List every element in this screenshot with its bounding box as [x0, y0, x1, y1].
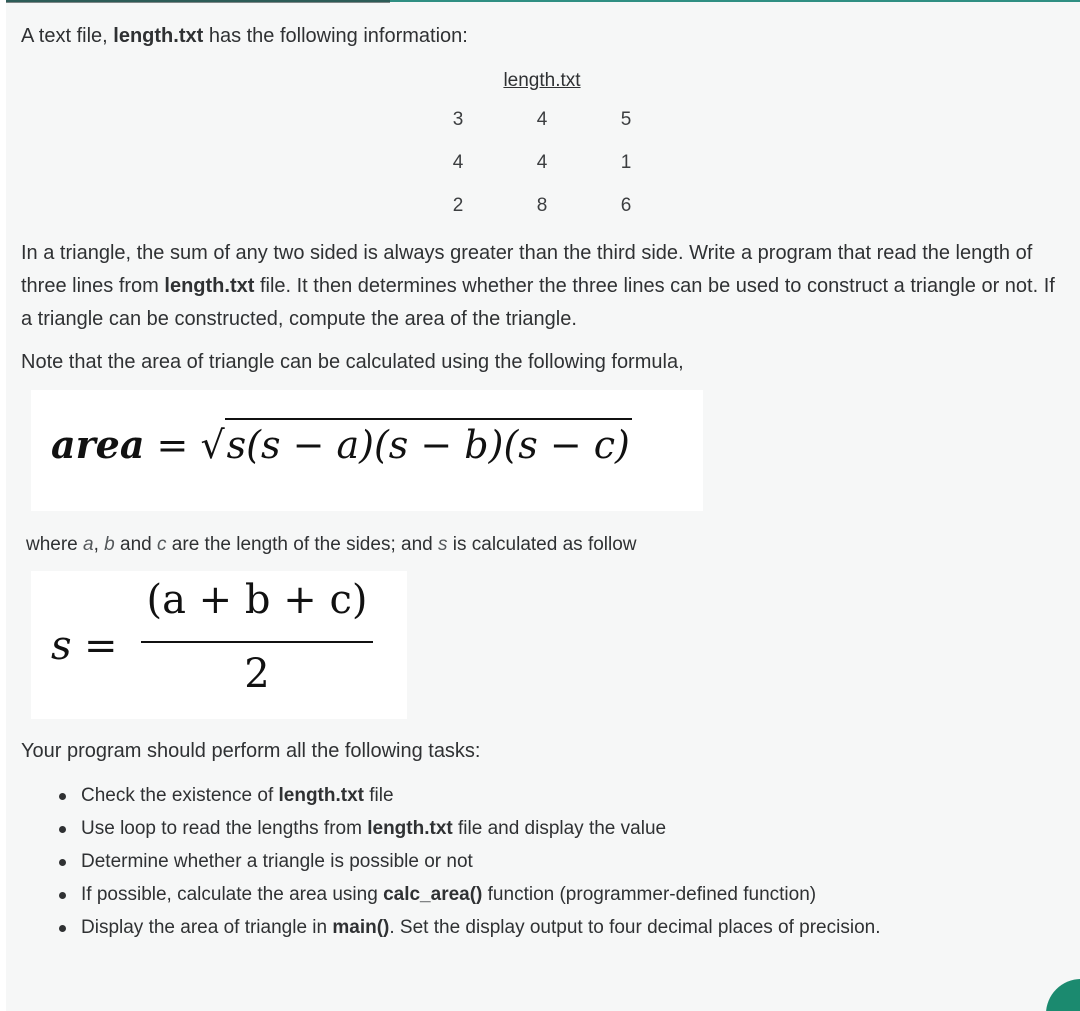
- table-cell: 5: [620, 108, 632, 130]
- table-title: length.txt: [503, 70, 581, 91]
- area-formula-image: [31, 390, 703, 511]
- table-row: [416, 184, 668, 227]
- table-cell: 4: [536, 151, 548, 173]
- table-cell: 8: [536, 194, 548, 216]
- bullet-icon: [59, 826, 66, 833]
- formula-note: Note that the area of triangle can be calculated using the following formula,: [21, 351, 684, 373]
- s-formula-denominator: 2: [244, 651, 270, 697]
- list-item: If possible, calculate the area using calc_area() function (programmer-defined function): [56, 879, 880, 912]
- table-row: [416, 141, 668, 184]
- area-formula-radicand: s(s − a)(s − b)(s − c): [225, 418, 632, 470]
- s-formula-equals: =: [84, 623, 118, 669]
- table-cell: 2: [452, 194, 464, 216]
- list-item: Determine whether a triangle is possible or not: [56, 846, 880, 879]
- table-cell: 4: [452, 151, 464, 173]
- sides-explanation: where a, b and c are the length of the sides; and s is calculated as follow: [26, 534, 637, 555]
- top-heading-remnant: [0, 0, 390, 3]
- table-cell: 4: [536, 108, 548, 130]
- sqrt-sign-icon: √: [200, 423, 225, 467]
- intro-filename: length.txt: [113, 25, 204, 47]
- bullet-icon: [59, 859, 66, 866]
- floating-action-button[interactable]: [1046, 979, 1080, 1011]
- list-item: Check the existence of length.txt file: [56, 780, 880, 813]
- left-margin-strip: [0, 0, 6, 1011]
- table-cell: 1: [620, 151, 632, 173]
- fraction-bar: [141, 641, 373, 643]
- bullet-icon: [59, 925, 66, 932]
- s-formula-lhs: s: [51, 623, 72, 669]
- area-formula-lhs: area: [51, 422, 145, 467]
- area-formula: [51, 418, 632, 470]
- list-item: Display the area of triangle in main(). Set the display output to four decimal places of precision.: [56, 912, 880, 945]
- bullet-icon: [59, 793, 66, 800]
- s-formula-numerator: (a + b + c): [146, 577, 368, 623]
- problem-description: In a triangle, the sum of any two sided is always greater than the third side. Write a program that read the length of three lines from length.txt file. It then determines whether the three lines can be used to construct a triangle or not. If a triangle can be constructed, compute the area of the triangle.: [21, 242, 1055, 330]
- semi-perimeter-formula-image: [31, 571, 407, 719]
- table-cell: 3: [452, 108, 464, 130]
- bullet-icon: [59, 892, 66, 899]
- intro-text: A text file, length.txt has the following information:: [21, 25, 468, 47]
- para1-filename: length.txt: [164, 275, 255, 297]
- list-item: Use loop to read the lengths from length.txt file and display the value: [56, 813, 880, 846]
- table-cell: 6: [620, 194, 632, 216]
- tasks-heading: Your program should perform all the following tasks:: [21, 740, 481, 762]
- table-row: [416, 98, 668, 141]
- length-file-table: [416, 64, 668, 227]
- area-formula-equals: =: [144, 423, 201, 467]
- task-list: [56, 780, 880, 945]
